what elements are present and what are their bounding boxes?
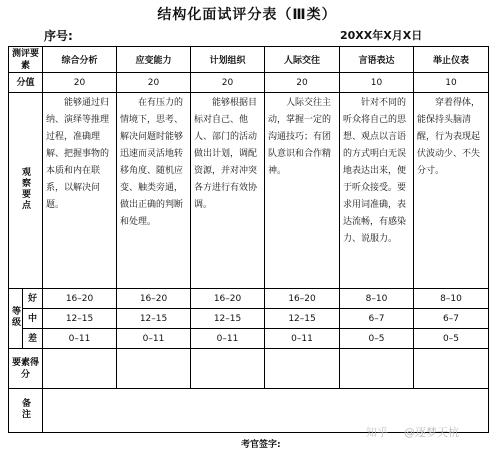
observation-point: 人际交往主动，掌握一定的沟通技巧；有团队意识和合作精神。 [265,93,340,289]
score-value: 10 [414,73,489,93]
score-row [9,73,489,93]
form-title: 结构化面试评分表（Ⅲ类） [157,7,337,23]
grade-range: 8–10 [340,289,414,309]
element-score-cell[interactable] [117,349,191,389]
grade-row-medium [9,309,489,329]
element-score-cell[interactable] [191,349,265,389]
score-value: 10 [340,73,414,93]
zhihu-logo: 知乎 [366,426,388,439]
row-label-grade: 等级 [9,289,23,349]
grade-range: 0–11 [117,329,191,349]
element-score-row [9,349,489,389]
grade-range: 12–15 [191,309,265,329]
date-text: 20XX年X月X日 [340,29,423,42]
element-score-cell[interactable] [340,349,414,389]
grade-row-good [9,289,489,309]
row-label-evaluation-elements: 测评要素 [9,47,43,73]
grade-range: 0–5 [414,329,489,349]
scoring-table [8,46,489,433]
score-value: 20 [43,73,117,93]
column-header: 言语表达 [340,47,414,73]
score-value: 20 [265,73,340,93]
watermark-author: @逐梦天杭 [404,426,459,439]
grade-range: 16–20 [43,289,117,309]
header-row [9,47,489,73]
column-header: 举止仪表 [414,47,489,73]
column-header: 人际交往 [265,47,340,73]
observation-point: 针对不同的听众将自己的思想、观点以言语的方式明白无误地表达出来，便于听众接受。要求用词准确，表达流畅，有感染力、说服力。 [340,93,414,289]
observation-row [9,93,489,289]
grade-label: 好 [23,289,43,309]
grade-range: 0–11 [43,329,117,349]
score-value: 20 [117,73,191,93]
watermark [366,424,459,440]
examiner-signature-label: 考官签字: [241,440,281,450]
grade-range: 0–11 [265,329,340,349]
observation-point: 穿着得体，能保持头脑清醒，行为表现起伏波动少、不失分寸。 [414,93,489,289]
grade-range: 12–15 [117,309,191,329]
element-score-cell[interactable] [265,349,340,389]
column-header: 综合分析 [43,47,117,73]
grade-label: 中 [23,309,43,329]
row-label-remarks: 备注 [9,389,43,433]
score-value: 20 [191,73,265,93]
element-score-cell[interactable] [414,349,489,389]
grade-row-poor [9,329,489,349]
element-score-cell[interactable] [43,349,117,389]
grade-range: 16–20 [191,289,265,309]
observation-point: 在有压力的情境下，思考、解决问题时能够迅速而灵活地转移角度、随机应变、触类旁通，做出正确的判断和处理。 [117,93,191,289]
row-label-score: 分值 [9,73,43,93]
sequence-number-label: 序号: [44,29,73,43]
grade-label: 差 [23,329,43,349]
grade-range: 6–7 [414,309,489,329]
grade-range: 8–10 [414,289,489,309]
row-label-observation: 观察要点 [9,93,43,289]
observation-point: 能够根据目标对自己、他人、部门的活动做出计划，调配资源，并对冲突各方进行有效协调。 [191,93,265,289]
grade-range: 12–15 [265,309,340,329]
observation-point: 能够通过归纳、演绎等推理过程，准确理解、把握事物的本质和内在联系，以解决问题。 [43,93,117,289]
row-label-element-score: 要素得分 [9,349,43,389]
column-header: 应变能力 [117,47,191,73]
grade-range: 6–7 [340,309,414,329]
grade-range: 0–11 [191,329,265,349]
grade-range: 16–20 [265,289,340,309]
grade-range: 12–15 [43,309,117,329]
grade-range: 16–20 [117,289,191,309]
grade-range: 0–5 [340,329,414,349]
column-header: 计划组织 [191,47,265,73]
